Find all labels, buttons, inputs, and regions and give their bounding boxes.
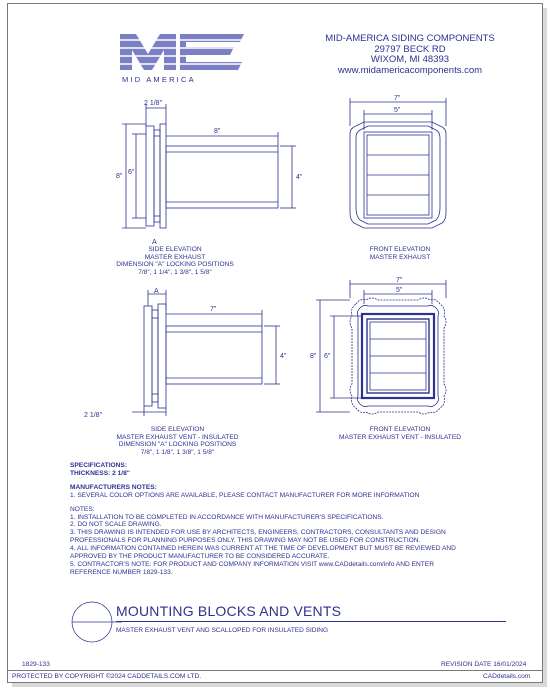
caption-line: DIMENSION "A" LOCKING POSITIONS [116,261,234,269]
note-item: 2. DO NOT SCALE DRAWING. [70,521,162,529]
footer-site[interactable]: CADdetails.com [483,673,531,680]
note-item: 5. CONTRACTOR'S NOTE: FOR PRODUCT AND COMPANY INFORMATION VISIT www.CADdetails.com/info AND ENTER [70,560,434,568]
front-elevation-caption [325,246,475,261]
ins-dim-flange: 2 1/8" [84,412,103,419]
caption-line: DIMENSION "A" LOCKING POSITIONS [118,441,237,449]
page-shadow-right [543,8,547,685]
mid-america-logo [112,30,252,86]
note-item: 1. INSTALLATION TO BE COMPLETED IN ACCORDANCE WITH MANUFACTURER'S SPECIFICATIONS. [70,513,384,521]
dim-duct: 4" [296,174,303,181]
dim-marker-a: A [152,239,157,246]
caption-line: 7/8", 1 1/4", 1 3/8", 1 5/8" [138,268,212,276]
caption-line: MASTER EXHAUST VENT - INSULATED [338,433,461,441]
logo-text: MID AMERICA [122,75,196,84]
title-underline [116,621,506,622]
ins-front-dim-height-outer: 8" [310,353,317,360]
caption-line: SIDE ELEVATION [148,246,202,253]
specifications-thickness: THICKNESS: 2 1/8" [70,469,130,477]
note-item: 4. ALL INFORMATION CONTAINED HEREIN WAS CURRENT AT THE TIME OF DEVELOPMENT BUT MUST BE REVIEWED AND [70,545,456,553]
ins-dim-depth: 7" [210,306,217,313]
specifications-heading: SPECIFICATIONS: [70,462,128,469]
page-shadow-bottom [12,683,547,687]
title-main: MOUNTING BLOCKS AND VENTS [116,603,342,619]
caption-line: FRONT ELEVATION [369,426,431,433]
front-dim-inner: 5" [394,107,401,114]
front-elevation-insulated-drawing [310,276,460,426]
ins-dim-duct: 4" [280,353,287,360]
front-dim-outer: 7" [394,95,401,102]
front-elevation-insulated-caption [320,426,480,441]
title-circle-symbol [66,600,122,644]
dim-height-inner: 6" [128,169,135,176]
side-elevation-drawing [108,96,318,246]
company-address: 29797 BECK RD [374,43,446,55]
dim-flange: 2 1/8" [144,100,163,107]
notes-block [70,462,490,577]
manufacturer-notes-heading: MANUFACTURERS NOTES: [70,483,157,491]
caption-line: FRONT ELEVATION [369,246,431,253]
note-item: PROFESSIONALS FOR PLANNING PURPOSES ONLY. THIS DRAWING MAY NOT BE USED FOR CONSTRUCTION. [70,537,421,545]
note-item: 3. THIS DRAWING IS INTENDED FOR USE BY ARCHITECTS, ENGINEERS, CONTRACTORS, CONSULTANTS AND DESIGN [70,529,446,537]
notes-heading: NOTES: [70,505,95,513]
ins-front-dim-height-inner: 6" [324,353,331,360]
ins-dim-marker-a: A [154,288,159,295]
caption-line: 7/8", 1 1/8", 1 3/8", 1 5/8" [140,448,215,456]
caption-line: MASTER EXHAUST VENT - INSULATED [116,433,239,441]
footer-copyright: PROTECTED BY COPYRIGHT ©2024 CADDETAILS.COM LTD. [12,673,202,680]
side-elevation-insulated-drawing [84,286,320,426]
ins-front-dim-outer: 7" [396,277,403,284]
note-item: APPROVED BY THE PRODUCT MANUFACTURER TO BE CONSIDERED ACCURATE. [70,553,330,561]
manufacturer-note: 1. SEVERAL COLOR OPTIONS ARE AVAILABLE, PLEASE CONTACT MANUFACTURER FOR MORE INFORMATION [70,491,420,499]
company-city: WIXOM, MI 48393 [370,54,450,65]
note-item: REFERENCE NUMBER 1829-133. [70,568,173,576]
ins-front-dim-inner: 5" [396,287,403,294]
footer-revision: REVISION DATE 16/01/2024 [441,661,527,668]
dim-height-outer: 8" [116,173,123,180]
caption-line: MASTER EXHAUST [144,253,206,261]
dim-depth: 8" [214,128,221,135]
caption-line: SIDE ELEVATION [150,426,205,433]
company-name: MID-AMERICA SIDING COMPONENTS [325,33,495,44]
company-block [300,34,520,76]
company-website[interactable]: www.midamericacomponents.com [337,64,483,76]
caption-line: MASTER EXHAUST [369,253,431,261]
side-elevation-insulated-caption [95,426,260,456]
footer-divider [7,670,543,671]
title-subtitle: MASTER EXHAUST VENT AND SCALLOPED FOR INSULATED SIDING [116,627,329,634]
footer-ref: 1829-133 [22,661,50,668]
side-elevation-caption [100,246,250,276]
front-elevation-drawing [340,94,460,244]
